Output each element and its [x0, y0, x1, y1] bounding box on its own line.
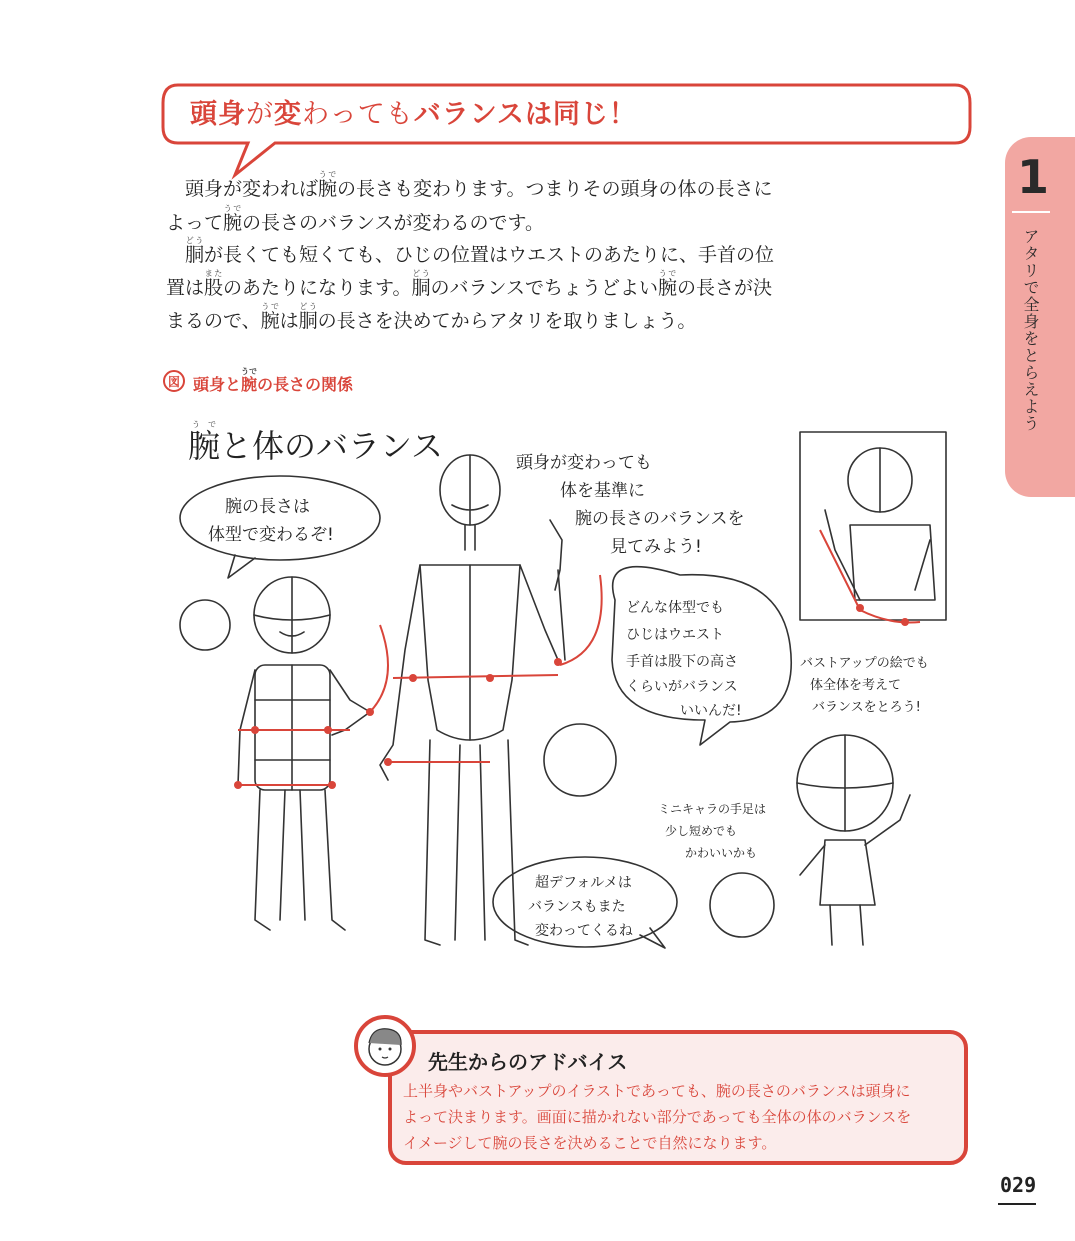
- figure-caption: 図 頭身と腕うでの長さの関係: [163, 367, 353, 395]
- chapter-divider: [1012, 211, 1050, 213]
- figure-chibi: [797, 735, 910, 945]
- bubble-3-line-1: 超デフォルメは: [535, 875, 632, 891]
- bubble-2-line-5: いいんだ!: [680, 703, 742, 719]
- measure-points: [234, 604, 909, 789]
- advice-line-2: よって決まります。画面に描かれない部分であっても全体の体のバランスを: [403, 1108, 912, 1126]
- bust-up-figure: [825, 448, 935, 600]
- body-line-2: よって腕うでの長さのバランスが変わるのです。: [166, 204, 544, 234]
- bust-up-panel: [800, 432, 946, 620]
- teacher-face-icon: [358, 1019, 412, 1073]
- note-right-line-2: 体全体を考えて: [810, 678, 902, 693]
- advice-line-1: 上半身やバストアップのイラストであっても、腕の長さのバランスは頭身に: [403, 1082, 911, 1100]
- note-chibi-line-3: かわいいかも: [685, 846, 758, 860]
- advice-line-3: イメージして腕の長さを決めることで自然になります。: [403, 1134, 777, 1152]
- note-top-line-3: 腕の長さのバランスを: [575, 509, 745, 529]
- note-right-line-1: バストアップの絵でも: [800, 656, 929, 671]
- figure-child: [238, 577, 370, 930]
- illustration-title: 腕うでと体のバランス: [188, 420, 444, 465]
- bubble-2-line-3: 手首は股下の高さ: [626, 654, 738, 670]
- page-number-rule: [998, 1203, 1036, 1205]
- note-right-line-3: バランスをとろう!: [812, 700, 921, 715]
- page-number: 029: [1000, 1173, 1037, 1197]
- advice-title: 先生からのアドバイス: [428, 1050, 628, 1074]
- bubble-2-line-1: どんな体型でも: [626, 600, 724, 616]
- body-line-1: 頭身が変われば腕うでの長さも変わります。つまりその頭身の体の長さに: [166, 170, 773, 200]
- speech-bubble-1: [180, 476, 380, 560]
- note-chibi-line-2: 少し短めでも: [665, 824, 738, 838]
- bubble-1-line-2: 体型で変わるぞ!: [208, 525, 334, 545]
- body-line-4: 置は股またのあたりになります。胴どうのバランスでちょうどよい腕うでの長さが決: [166, 269, 772, 299]
- bubble-1-line-1: 腕の長さは: [225, 497, 310, 517]
- chapter-number: 1: [1016, 150, 1049, 204]
- section-heading: 頭身が変わってもバランスは同じ！: [190, 99, 637, 130]
- body-line-3: 胴どうが長くても短くても、ひじの位置はウエストのあたりに、手首の位: [185, 236, 775, 266]
- bubble-2-line-2: ひじはウエスト: [626, 627, 724, 643]
- bubble-3-line-2: バランスもまた: [528, 899, 626, 915]
- teacher-avatar: [354, 1015, 416, 1077]
- teacher-head-1: [180, 600, 230, 650]
- boy-head: [710, 873, 774, 937]
- girl-head: [544, 724, 616, 796]
- bubble-2-line-4: くらいがバランス: [626, 679, 738, 695]
- note-top-line-1: 頭身が変わっても: [516, 453, 652, 473]
- note-top-line-4: 見てみよう!: [610, 537, 702, 557]
- note-top-line-2: 体を基準に: [560, 481, 645, 501]
- note-chibi-line-1: ミニキャラの手足は: [658, 802, 767, 816]
- chapter-label: アタリで全身をとらえよう: [1021, 228, 1040, 432]
- bubble-3-line-3: 変わってくるね: [535, 923, 633, 939]
- figure-badge: 図: [163, 370, 185, 392]
- body-line-5: まるので、腕うでは胴どうの長さを決めてからアタリを取りましょう。: [166, 302, 697, 332]
- arm-body-balance-illustration: [160, 400, 980, 980]
